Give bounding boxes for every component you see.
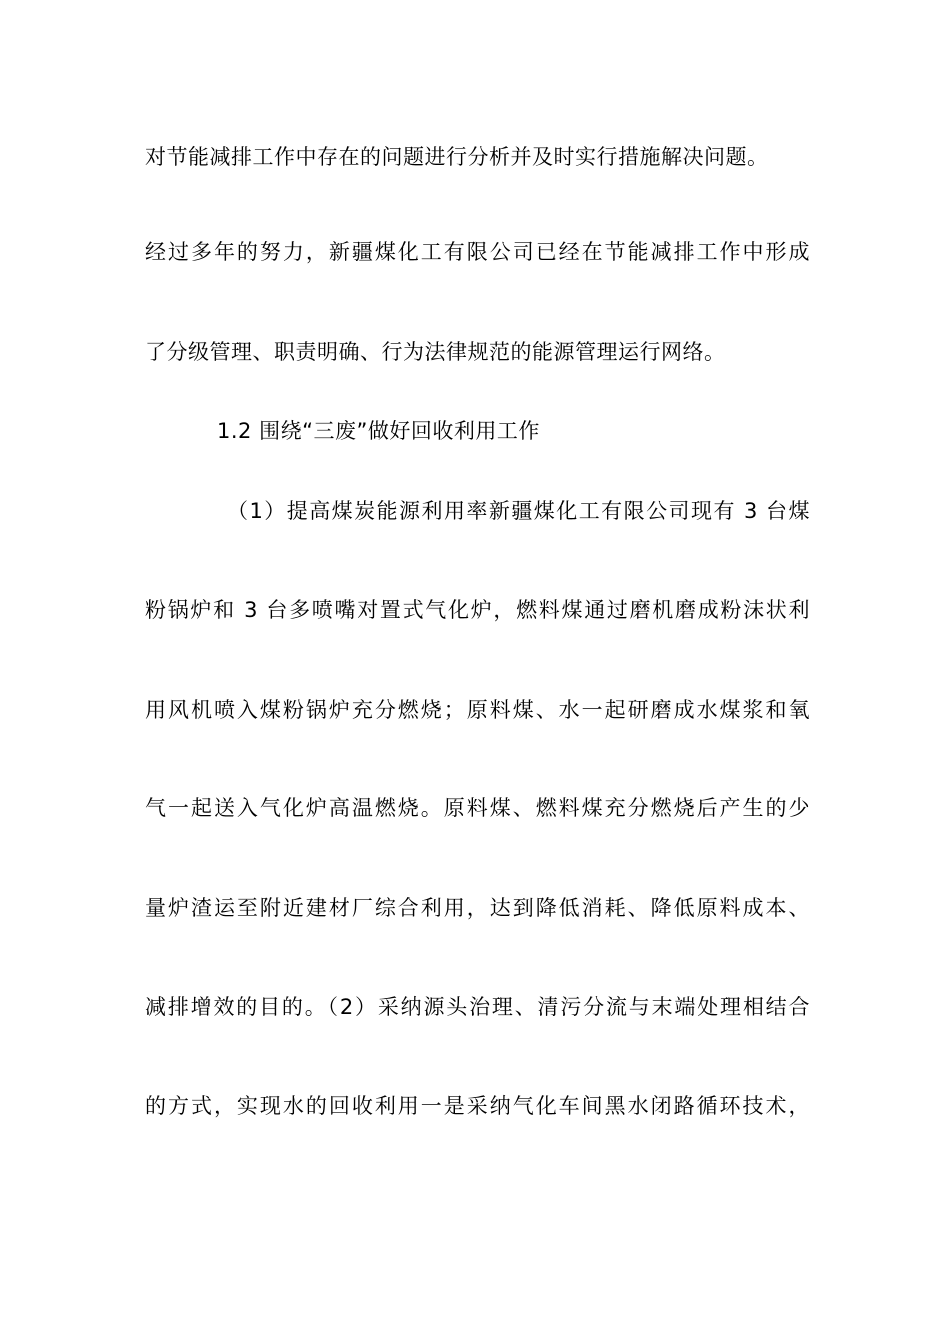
text-line-5: 粉锅炉和 3 台多喷嘴对置式气化炉，燃料煤通过磨机磨成粉沫状利	[145, 598, 810, 622]
text-line-10: 的方式，实现水的回收利用一是采纳气化车间黑水闭路循环技术，	[145, 1094, 810, 1118]
section-heading: 1.2 围绕“三废”做好回收利用工作	[217, 419, 540, 443]
text-line-6: 用风机喷入煤粉锅炉充分燃烧；原料煤、水一起研磨成水煤浆和氧	[145, 698, 810, 722]
text-line-2: 经过多年的努力，新疆煤化工有限公司已经在节能减排工作中形成	[145, 240, 810, 264]
text-line-9: 减排增效的目的。（2）采纳源头治理、清污分流与末端处理相结合	[145, 995, 810, 1019]
text-line-8: 量炉渣运至附近建材厂综合利用，达到降低消耗、降低原料成本、	[145, 896, 810, 920]
text-line-3: 了分级管理、职责明确、行为法律规范的能源管理运行网络。	[145, 340, 726, 364]
text-line-7: 气一起送入气化炉高温燃烧。原料煤、燃料煤充分燃烧后产生的少	[145, 796, 810, 820]
text-line-4: （1）提高煤炭能源利用率新疆煤化工有限公司现有 3 台煤	[227, 499, 810, 523]
text-line-1: 对节能减排工作中存在的问题进行分析并及时实行措施解决问题。	[145, 145, 769, 169]
